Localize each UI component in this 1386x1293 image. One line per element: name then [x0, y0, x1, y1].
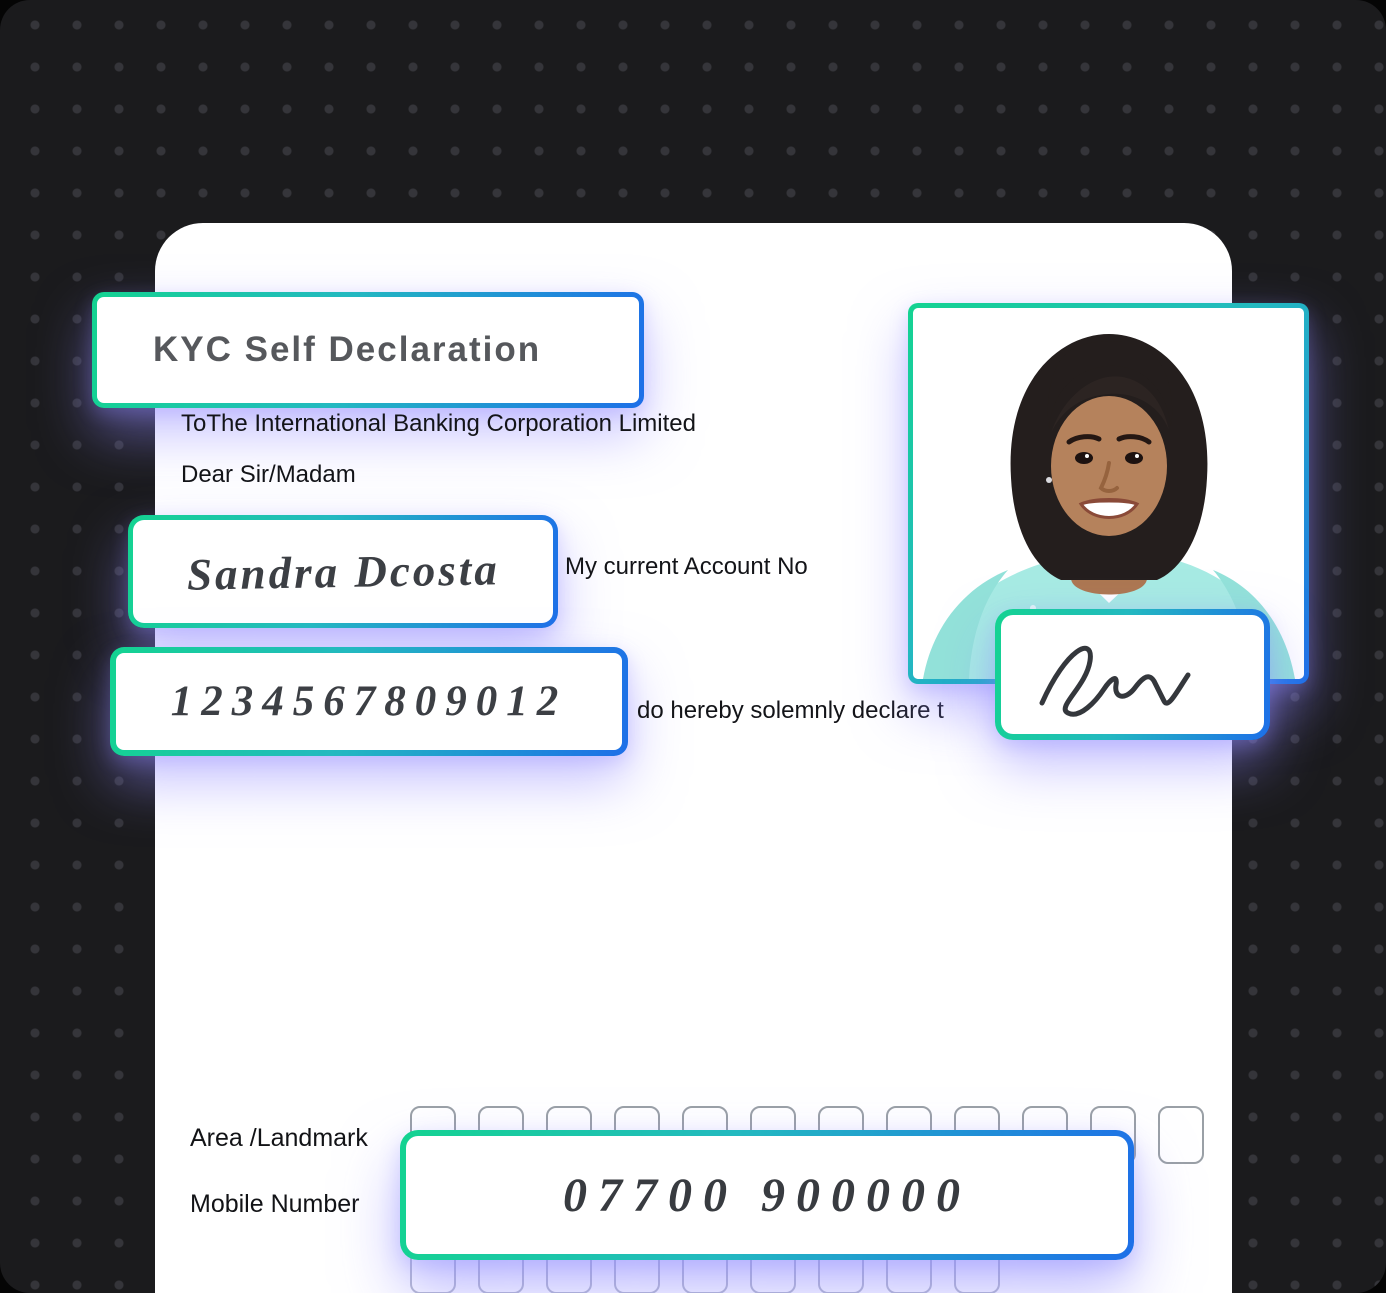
area-label: Area /Landmark [190, 1124, 368, 1152]
addressee-line: ToThe International Banking Corporation Limited [181, 410, 696, 437]
salutation-line: Dear Sir/Madam [181, 461, 356, 488]
char-box[interactable] [1158, 1106, 1204, 1164]
mobile-number-value: 07700 900000 [563, 1168, 971, 1222]
mobile-label: Mobile Number [190, 1190, 360, 1218]
account-number-label: My current Account No [565, 553, 808, 580]
applicant-name-field[interactable] [128, 515, 558, 628]
account-number-value: 1234567809012 [170, 678, 568, 725]
applicant-signature[interactable] [995, 609, 1270, 740]
mobile-number-field[interactable] [400, 1130, 1134, 1260]
declaration-fragment: do hereby solemnly declare t [637, 697, 944, 724]
kyc-title-highlight-box [92, 292, 644, 408]
account-number-field[interactable] [110, 647, 628, 756]
page-title: KYC Self Declaration [153, 330, 542, 369]
applicant-name-value: Sandra Dcosta [186, 543, 500, 600]
signature-stroke [1028, 631, 1238, 719]
